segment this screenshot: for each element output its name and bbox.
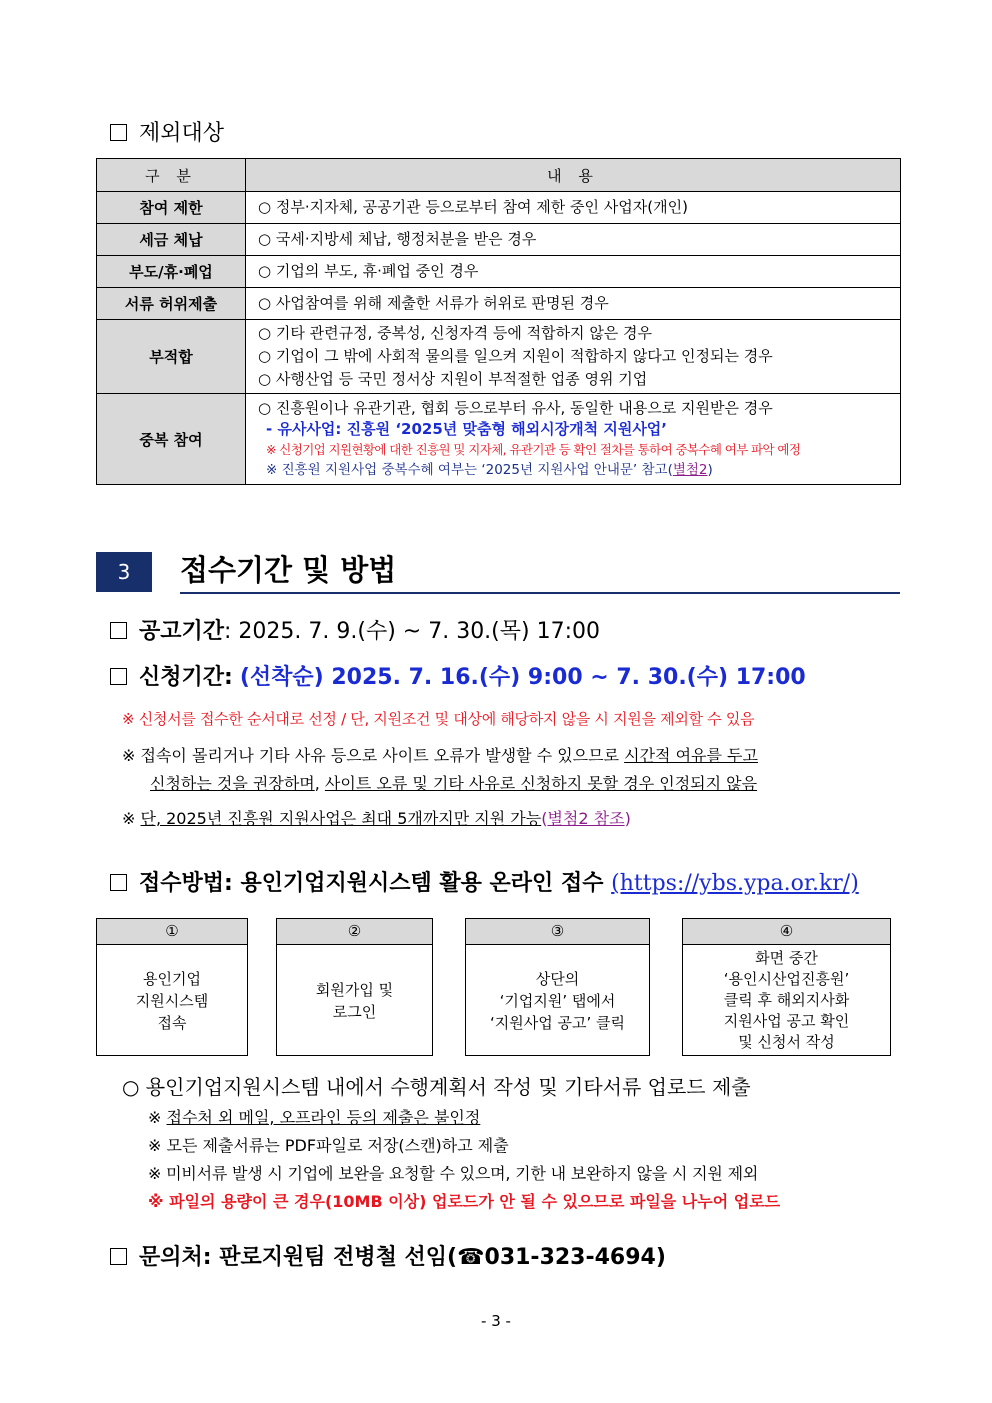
submit-note-offline: [148, 1105, 480, 1128]
note-separator: ,: [314, 774, 325, 793]
row-category: 참여 제한: [97, 192, 246, 224]
apply-period: [110, 660, 806, 691]
row-category: 중복 참여: [97, 394, 246, 485]
table-row: [97, 192, 901, 224]
method-label: 접수방법: 용인기업지원시스템 활용 온라인 접수: [139, 871, 612, 896]
checkbox-square-icon: [110, 124, 127, 141]
row-category: 부도/휴·폐업: [97, 256, 246, 288]
exclusion-table: [96, 158, 901, 485]
row-content: [246, 320, 901, 394]
row-category: 서류 허위제출: [97, 288, 246, 320]
submit-note-supplement: ※ 미비서류 발생 시 기업에 보완을 요청할 수 있으며, 기한 내 보완하지 않을 시 지원 제외: [148, 1164, 759, 1183]
verification-note: ※ 신청기업 지원현황에 대한 진흥원 및 지자체, 유관기관 등 확인 절차를 통하여 중복수혜 여부 파악 예정: [266, 442, 801, 457]
offline-not-accepted-underline: 접수처 외 메일, 오프라인 등의 제출은 불인정: [166, 1108, 481, 1127]
duplicate-note: [258, 460, 900, 480]
table-row: [97, 320, 901, 394]
attachment-link[interactable]: 별첨2: [672, 462, 708, 478]
submit-note-filesize: ※ 파일의 용량이 큰 경우(10MB 이상) 업로드가 안 될 수 있으므로 파일을 나누어 업로드: [148, 1192, 781, 1211]
note-mark: ※: [148, 1108, 167, 1127]
note-not-accepted-underline: 사이트 오류 및 기타 사유로 신청하지 못할 경우 인정되지 않음: [324, 774, 758, 793]
row-category: 부적합: [97, 320, 246, 394]
submit-instruction: ○ 용인기업지원시스템 내에서 수행계획서 작성 및 기타서류 업로드 제출: [122, 1075, 751, 1099]
table-row: [97, 394, 901, 485]
content-line: ○ 기타 관련규정, 중복성, 신청자격 등에 적합하지 않은 경우: [258, 324, 653, 342]
step-box-3: [465, 918, 650, 1056]
row-content: [246, 394, 901, 485]
step-number: ②: [277, 919, 432, 945]
table-header-content: 내 용: [246, 159, 901, 192]
table-row: [97, 288, 901, 320]
table-header-row: [97, 159, 901, 192]
step-number: ①: [97, 919, 247, 945]
row-content: ○ 사업참여를 위해 제출한 서류가 허위로 판명된 경우: [246, 288, 901, 320]
apply-label: 신청기간:: [139, 665, 233, 690]
table-header-category: 구 분: [97, 159, 246, 192]
notice-label: 공고기간: [139, 619, 225, 644]
note-site-error: [122, 742, 758, 798]
note-max-five-underline: 단, 2025년 진흥원 지원사업은 최대 5개까지만 지원 가능: [140, 809, 542, 828]
contact-text: 문의처: 판로지원팀 전병철 선임(☎031-323-4694): [139, 1245, 666, 1270]
system-url-link[interactable]: (https://ybs.ypa.or.kr/): [611, 871, 859, 896]
paren-close: ): [624, 809, 631, 828]
duplicate-note-text: ※ 진흥원 지원사업 중복수혜 여부는 ‘2025년 지원사업 안내문’ 참고(: [266, 462, 673, 478]
step-box-2: [276, 918, 433, 1056]
apply-value: (선착순) 2025. 7. 16.(수) 9:00 ~ 7. 30.(수) 17:00: [239, 665, 806, 690]
step-box-4: [682, 918, 891, 1056]
checkbox-square-icon: [110, 622, 127, 639]
step-text: 회원가입 및 로그인: [315, 980, 394, 1021]
note-recommend-underline: 신청하는 것을 권장하며: [150, 774, 315, 793]
content-line: ○ 기업이 그 밖에 사회적 물의를 일으켜 지원이 적합하지 않다고 인정되는 경우: [258, 347, 773, 365]
submission-method: [110, 866, 859, 897]
content-line: ○ 사행산업 등 국민 정서상 지원이 부적절한 업종 영위 기업: [258, 370, 648, 388]
step-text: 상단의 ‘기업지원’ 탭에서 ‘지원사업 공고’ 클릭: [490, 969, 625, 1032]
table-row: [97, 256, 901, 288]
page-number: - 3 -: [481, 1312, 511, 1330]
section-underline: [180, 592, 900, 594]
section-title: 접수기간 및 방법: [180, 553, 397, 587]
similar-project-line: - 유사사업: 진흥원 ‘2025년 맞춤형 해외시장개척 지원사업’: [266, 420, 667, 438]
note-max-five: [122, 806, 631, 829]
notice-value: : 2025. 7. 9.(수) ~ 7. 30.(목) 17:00: [224, 619, 600, 644]
step-box-1: [96, 918, 248, 1056]
submit-note-pdf: ※ 모든 제출서류는 PDF파일로 저장(스캔)하고 제출: [148, 1136, 509, 1155]
step-number: ③: [466, 919, 649, 945]
checkbox-square-icon: [110, 1248, 127, 1265]
note-mark: ※: [122, 809, 141, 828]
note-site-error-underline: 시간적 여유를 두고: [624, 746, 758, 765]
content-line: ○ 진흥원이나 유관기관, 협회 등으로부터 유사, 동일한 내용으로 지원받은 경우: [258, 399, 773, 417]
attachment-ref-link[interactable]: 별첨2 참조: [547, 809, 625, 828]
exclusion-heading: 제외대상: [110, 116, 224, 147]
contact-info: [110, 1240, 666, 1271]
paren-open: (: [541, 809, 548, 828]
duplicate-note-close: ): [707, 462, 713, 478]
notice-period: [110, 614, 600, 645]
step-text: 화면 중간 ‘용인시산업진흥원’ 클릭 후 해외지사화 지원사업 공고 확인 및 신청서 작성: [723, 949, 850, 1051]
checkbox-square-icon: [110, 874, 127, 891]
step-number: ④: [683, 919, 890, 945]
checkbox-square-icon: [110, 668, 127, 685]
row-content: ○ 정부·지자체, 공공기관 등으로부터 참여 제한 중인 사업자(개인): [246, 192, 901, 224]
section-number: 3: [96, 552, 152, 592]
step-text: 용인기업 지원시스템 접속: [135, 969, 209, 1032]
table-row: [97, 224, 901, 256]
row-content: ○ 기업의 부도, 휴·폐업 중인 경우: [246, 256, 901, 288]
note-first-come: ※ 신청서를 접수한 순서대로 선정 / 단, 지원조건 및 대상에 해당하지 않을 시 지원을 제외할 수 있음: [122, 710, 755, 728]
row-category: 세금 체납: [97, 224, 246, 256]
note-site-error-text: ※ 접속이 몰리거나 기타 사유 등으로 사이트 오류가 발생할 수 있으므로: [122, 746, 625, 765]
row-content: ○ 국세·지방세 체납, 행정처분을 받은 경우: [246, 224, 901, 256]
